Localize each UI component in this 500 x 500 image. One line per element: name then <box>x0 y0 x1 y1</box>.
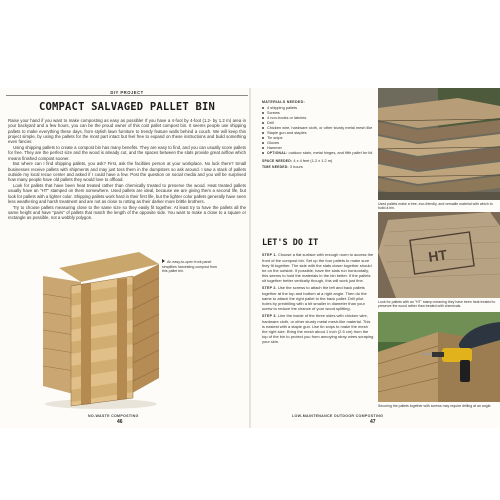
left-page <box>6 88 248 428</box>
page-title: COMPACT SALVAGED PALLET BIN <box>38 101 216 113</box>
time-label: TIME NEEDED: <box>262 165 289 169</box>
caption-arrow-icon <box>162 259 165 263</box>
body-text <box>8 118 246 221</box>
optional-text: outdoor stain, metal hinges, and fifth pallet for lid <box>288 150 373 155</box>
right-page-number: 47 <box>370 419 376 425</box>
materials-list <box>262 105 374 156</box>
left-page-number: 46 <box>117 419 123 425</box>
list-item: Gloves <box>262 140 374 145</box>
right-page <box>252 88 500 428</box>
right-footer: LOW-MAINTENANCE OUTDOOR COMPOSTING <box>292 414 384 418</box>
step-3 <box>262 313 374 344</box>
list-item: Drill <box>262 120 374 125</box>
space-value: 4 x 4 feet (1.2 x 1.2 m) <box>293 158 333 163</box>
step-2 <box>262 285 374 311</box>
optional-label: OPTIONAL: <box>267 151 288 155</box>
time-value: 3 hours <box>289 164 303 169</box>
list-item: Hammer <box>262 145 374 150</box>
materials-heading: MATERIALS NEEDED: <box>262 100 305 104</box>
time-needed <box>262 164 374 170</box>
stacked-pallets-photo <box>378 88 500 200</box>
pallet-bin-illustration <box>41 246 161 411</box>
step-label: STEP 1. <box>262 253 277 257</box>
step-label: STEP 3. <box>262 314 277 318</box>
steps <box>262 252 374 346</box>
photo-caption-1: Used pallets make a free, eco-friendly, and versatile material with which to build a bin. <box>378 202 493 211</box>
list-item: 4 shipping pallets <box>262 105 374 110</box>
left-footer: NO-WASTE COMPOSTING <box>88 414 139 418</box>
step-text: Line the inside of the three sides with chicken wire, hardware cloth, or other sturdy metal mesh-like material. This is easiest with a staple gun. Use tin snips to make the mesh the right size. Bring the mesh about 1 inch (2.5 cm) from the top of the bin to protect you from annoying stray wires scraping your skin. <box>262 313 374 344</box>
paragraph: Try to choose pallets measuring close to the same size so they easily fit together. At least try to have the pallets all the same height and have "pairs" of pallets that match the length of the opposite side. You want to make a close to a square or rectangle as possible, not a wobbly polygon. <box>8 204 246 221</box>
ht-stamp-photo <box>378 212 500 298</box>
list-item: 4 non-hooks or latches <box>262 115 374 120</box>
paragraph: Raise your hand if you want to make composting as easy as possible! If you have a 4-foot by 4-foot (1.2- by 1.2 m) area in your backyard and a few hours, you can be the proud owner of this cost pallet compost bin. It seems people use shipping pallets to make everything these days, from stylish lawn furniture to trendy feature walls behind a couch. We will keep this project simple, by using the pallets for the most part intact but feel free to expand on these instructions and build something even fancier. <box>8 118 246 145</box>
list-item: Tin snips <box>262 135 374 140</box>
paragraph: Using shipping pallets to create a compost bin has many benefits. They are easy to find, and you can usually score pallets for free. They are the perfect size and the wood is already cut, and the spaces between the slats provide great airflow which means finished compost sooner. <box>8 144 246 161</box>
lets-do-it-heading: LET'S DO IT <box>262 238 319 248</box>
list-item-optional <box>262 150 374 156</box>
figure-caption <box>162 259 222 274</box>
section-kicker: DIY PROJECT <box>110 90 144 95</box>
materials-box <box>262 100 374 170</box>
list-item: Screws <box>262 110 374 115</box>
book-spread <box>0 88 500 428</box>
list-item: Staple gun and staples <box>262 130 374 135</box>
list-item: Chicken wire, hardware cloth, or other sturdy metal mesh like <box>262 125 374 130</box>
step-1 <box>262 252 374 283</box>
step-text: Use the screws to attach the left and back pallets together at the top and bottom at a right angle. Then do the same to attach the right pallet to the back pallet. Drill pilot holes by predrilling with a bit smaller in diameter than your screw to reduce the chance of your wood splitting. <box>262 285 367 311</box>
ht-stamp-text: HT <box>427 246 449 265</box>
space-label: SPACE NEEDED: <box>262 159 293 163</box>
paragraph: Look for pallets that have been heat treated rather than chemically treated to preserve the wood. Heat treated pallets usually have an "HT" stamped on them somewhere. Used pallets are ideal, because we are giving them a second life, but look for pallets with a lighter color. Shipping pallets work hard in their first life, but the lighter color pallets generally have seen less weathering and harsh treatment and are not as close to rotting as their darker more brittle brothers. <box>8 183 246 204</box>
photo-caption-2: Look for pallets with an "HT" stamp meaning they have been heat treated to preserve the wood rather than treated with chemicals. <box>378 300 496 309</box>
step-label: STEP 2. <box>262 286 277 290</box>
figure-caption-text: An easy-to-open front panel simplifies harvesting compost from this pallet bin. <box>162 260 218 273</box>
paragraph: But where can I find shipping pallets, you ask? First, ask the facilities person at your workplace. No luck there? Small businesses receive pallets with shipments and may just toss them in the dumpsters so ask around. I saw a stack of pallets outside my local recue center and asked if I could have a few. Post the question on social media and you will be surprised how many people have old pallets they would love to offload. <box>8 161 246 183</box>
drilling-photo <box>378 312 500 402</box>
page-gutter <box>249 88 251 428</box>
photo-caption-3: Securing the pallets together with screws may require drilling at an angle. <box>378 404 492 408</box>
step-text: Choose a flat surface with enough room to access the front of the compost bin. Set up the four pallets to make sure they fit together. The side with the slats closer together should be on the outside. If possible, have the slats run horizontally, this seems to hold the materials in the bin better. If the pallets sit together better vertically though, this will work just fine. <box>262 252 374 283</box>
